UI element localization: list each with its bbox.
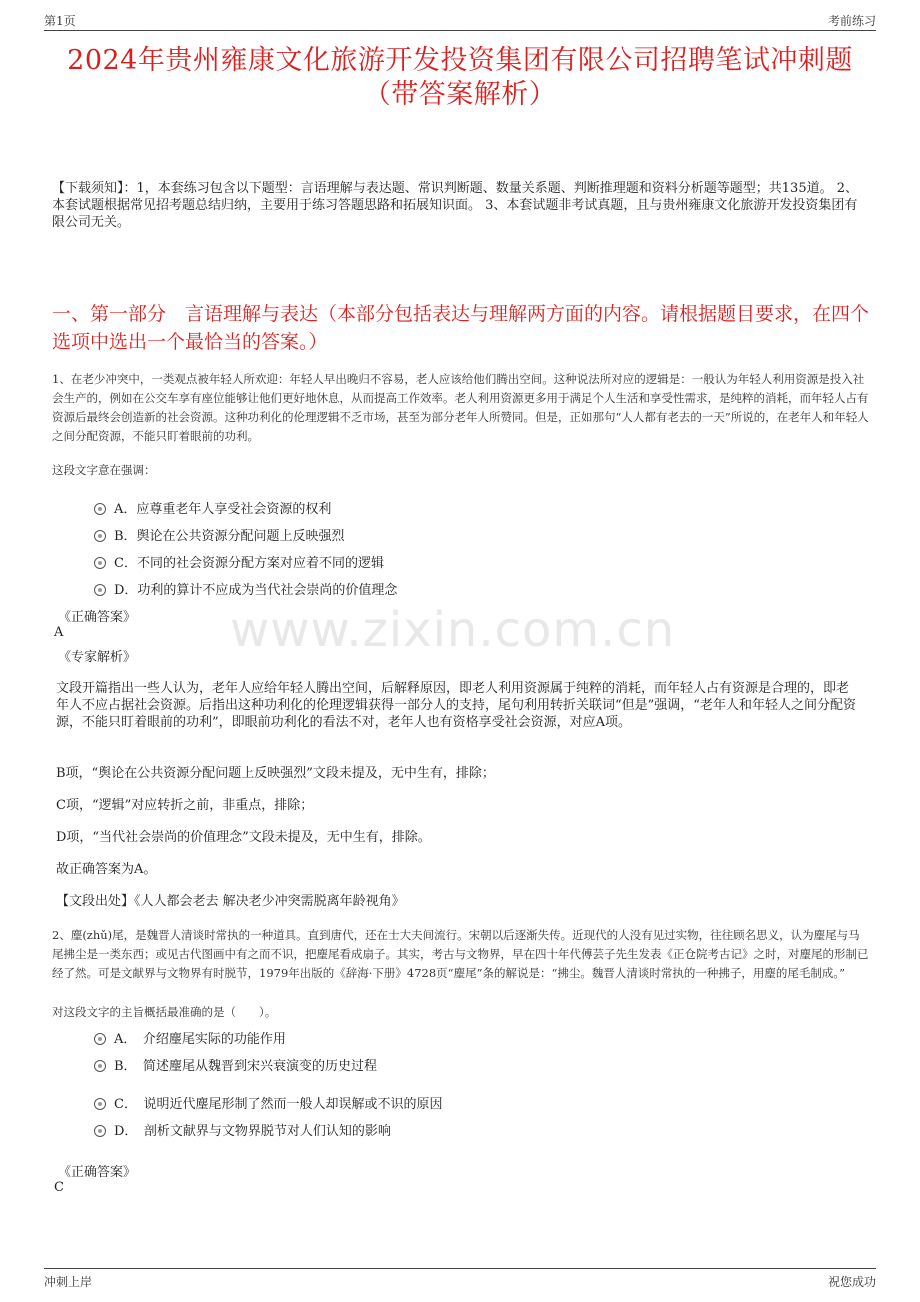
question-2-text: 2、麈(zhǔ)尾，是魏晋人清谈时常执的一种道具。直到唐代，还在士大夫间流行。宋朝以后逐渐失传。近现代的人没有见过实物，往往顾名思义，认为麈尾与马尾拂尘是一类东西；或见古代图画中有之而不识，把麈尾看成扇子。其实，考古与文物界，早在四十年代傅芸子先生发表《正仓院考古记》之时，对麈尾的形制已经了然。可是文献界与文物界有时脱节，1979年出版的《辞海·下册》4728页“麈尾”条的解说是：“拂尘。魏晋人清谈时常执的一种拂子，用麈的尾毛制成。” (52, 928, 869, 980)
section-heading: 一、第一部分 言语理解与表达（本部分包括表达与理解两方面的内容。请根据题目要求，在四个选项中选出一个最恰当的答案。） (52, 303, 870, 353)
page-number: 第1页 (44, 14, 76, 28)
q1-answer-label: 《正确答案》 (58, 610, 137, 625)
q2-answer: C (54, 1180, 64, 1195)
q2-option-c[interactable] (94, 1093, 442, 1113)
option-label: D． 剖析文献界与文物界脱节对人们认知的影响 (114, 1124, 391, 1139)
analysis-option-c: C项，“逻辑”对应转折之前，非重点，排除； (56, 798, 314, 813)
radio-icon[interactable] (94, 1060, 106, 1072)
q2-answer-label: 《正确答案》 (58, 1165, 137, 1180)
radio-icon[interactable] (94, 530, 106, 542)
q2-option-d[interactable] (94, 1120, 391, 1140)
option-label: A．应尊重老年人享受社会资源的权利 (114, 502, 332, 517)
analysis-option-d: D项，“当代社会崇尚的价值理念”文段未提及，无中生有，排除。 (56, 830, 431, 845)
q2-option-a[interactable] (94, 1028, 286, 1048)
option-label: C．不同的社会资源分配方案对应着不同的逻辑 (114, 556, 384, 571)
radio-icon[interactable] (94, 1125, 106, 1137)
analysis-option-b: B项，“舆论在公共资源分配问题上反映强烈”文段未提及，无中生有，排除； (56, 766, 495, 781)
q1-answer: A (54, 625, 64, 640)
q1-option-a[interactable] (94, 498, 331, 518)
watermark: www.zixin.com.cn (230, 602, 676, 658)
radio-icon[interactable] (94, 1098, 106, 1110)
question-1-text: 1、在老少冲突中，一类观点被年轻人所欢迎：年轻人早出晚归不容易，老人应该给他们腾出空间。这种说法所对应的逻辑是：一般认为年轻人利用资源是投入社会生产的，例如在公交车享有座位能够让他们更好地休息，从而提高工作效率。老人利用资源更多用于满足个人生活和享受性需求，是纯粹的消耗，而年轻人占有资源后最终会创造新的社会资源。这种功利化的伦理逻辑不乏市场，甚至为部分老年人所赞同。但是，正如那句“人人都有老去的一天”所说的，在老年人和年轻人之间分配资源，不能只盯着眼前的功利。 (52, 372, 869, 443)
analysis-paragraph: 文段开篇指出一些人认为，老年人应给年轻人腾出空间，后解释原因，即老人利用资源属于纯粹的消耗，而年轻人占有资源是合理的，即老年人不应占据社会资源。后指出这种功利化的伦理逻辑获得一部分人的支持，尾句利用转折关联词“但是”强调，“老年人和年轻人之间分配资源，不能只盯着眼前的功利”，即眼前功利化的看法不对，老年人也有资格享受社会资源，对应A项。 (56, 681, 856, 730)
download-notice: 【下载须知】：1，本套练习包含以下题型：言语理解与表达题、常识判断题、数量关系题、判断推理题和资料分析题等题型；共135道。 2、本套试题根据常见招考题总结归纳，主要用于练习答题思路和拓展知识面。 3、本套试题非考试真题，且与贵州雍康文化旅游开发投资集团有限公司无关。 (52, 181, 858, 230)
footer-right-text: 祝您成功 (827, 1275, 876, 1289)
page-header (44, 10, 876, 31)
radio-icon[interactable] (94, 557, 106, 569)
radio-icon[interactable] (94, 503, 106, 515)
radio-icon[interactable] (94, 584, 106, 596)
document-title: 2024年贵州雍康文化旅游开发投资集团有限公司招聘笔试冲刺题（带答案解析） (67, 45, 853, 110)
q1-option-c[interactable] (94, 552, 384, 572)
header-right-text: 考前练习 (827, 14, 876, 28)
page-footer (44, 1268, 876, 1291)
q1-option-d[interactable] (94, 579, 397, 599)
option-label: B． 简述麈尾从魏晋到宋兴衰演变的历史过程 (114, 1059, 378, 1074)
option-label: C． 说明近代麈尾形制了然而一般人却误解或不识的原因 (114, 1097, 443, 1112)
analysis-conclusion: 故正确答案为A。 (56, 862, 157, 877)
q2-option-b[interactable] (94, 1055, 377, 1075)
question-2-stem: 对这段文字的主旨概括最准确的是（ ）。 (52, 1005, 277, 1019)
q1-option-b[interactable] (94, 525, 345, 545)
question-1-stem: 这段文字意在强调： (52, 463, 156, 477)
option-label: B．舆论在公共资源分配问题上反映强烈 (114, 529, 345, 544)
text-source: 【文段出处】《人人都会老去 解决老少冲突需脱离年龄视角》 (56, 894, 405, 909)
footer-left-text: 冲刺上岸 (44, 1275, 93, 1289)
option-label: A． 介绍麈尾实际的功能作用 (114, 1032, 286, 1047)
q1-analysis-label: 《专家解析》 (58, 650, 137, 665)
radio-icon[interactable] (94, 1033, 106, 1045)
option-label: D．功利的算计不应成为当代社会崇尚的价值理念 (114, 583, 398, 598)
